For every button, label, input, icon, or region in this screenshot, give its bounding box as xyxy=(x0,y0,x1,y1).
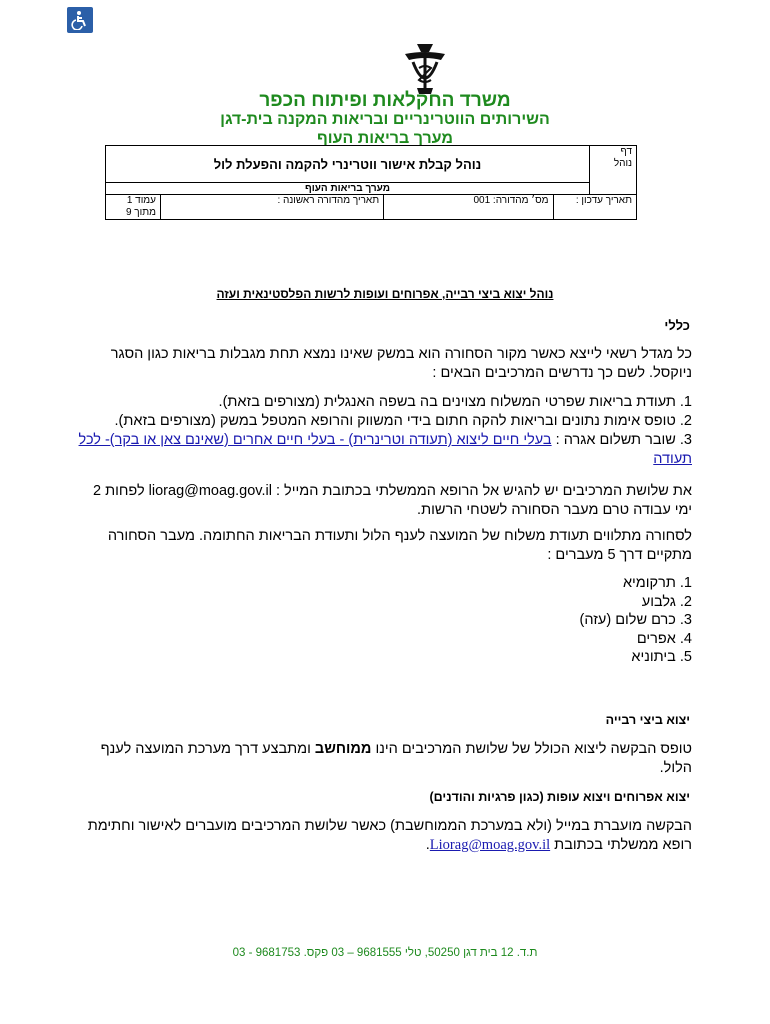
chicks-heading: יצוא אפרוחים ויצוא עופות (כגון פרגיות והודנים) xyxy=(429,790,690,804)
procedure-subtitle: מערך בריאות העוף xyxy=(106,183,590,195)
crossing-paragraph: לסחורה מתלווים תעודת משלוח של המועצה לענף הלול ותעודת הבריאות החתומה. מעבר הסחורה מתקיים דרך 5 מעברים : xyxy=(107,528,692,563)
crossing-item: 4. אפרים xyxy=(636,630,692,647)
chicks-text-end: . xyxy=(425,837,430,853)
eggs-text: טופס הבקשה ליצוא הכולל של שלושת המרכיבים הינו xyxy=(371,741,692,757)
procedure-label: נוהל xyxy=(613,158,632,169)
crossing-item: 5. ביתוניא xyxy=(631,649,692,665)
eggs-paragraph xyxy=(76,740,692,778)
page-label: דף xyxy=(620,146,632,157)
crossing-item: 1. תרקומיא xyxy=(622,575,692,591)
chicks-paragraph xyxy=(76,817,692,855)
crossing-item: 3. כרם שלום (עזה) xyxy=(579,612,692,628)
chicks-text: הבקשה מועברת במייל (ולא במערכת הממוחשבת) כאשר שלושת המרכיבים מועברים לאישור וחתימת רופא ממשלתי בכתובת xyxy=(87,818,692,853)
general-heading: כללי xyxy=(664,318,690,333)
section-title: נוהל יצוא ביצי רבייה, אפרוחים ועופות לרשות הפלסטינאית ועזה xyxy=(216,287,554,301)
first-edition-date-cell: תאריך מהדורה ראשונה : xyxy=(161,195,384,220)
page-total: מתוך 9 xyxy=(125,207,156,218)
email-link[interactable]: Liorag@moag.gov.il xyxy=(429,837,551,853)
requirements-list xyxy=(76,393,692,469)
eggs-heading: יצוא ביצי רבייה xyxy=(605,713,690,727)
general-paragraph: כל מגדל רשאי לייצא כאשר מקור הסחורה הוא במשק שאינו נמצא תחת מגבלות בריאות כגון הסגר ניוקסל. לשם כך נדרשים המרכיבים הבאים : xyxy=(110,346,692,381)
eggs-text-bold: ממוחשב xyxy=(314,741,372,757)
page-number-cell xyxy=(106,195,161,220)
requirement-item-3-text: 3. שובר תשלום אגרה : xyxy=(551,432,692,448)
fee-voucher-link[interactable]: בעלי חיים ליצוא (תעודה וטרינרית) - בעלי חיים אחרים (שאינם צאן או בקר)- לכל תעודה xyxy=(78,432,692,467)
version-number-cell: מס׳ מהדורה: 001 xyxy=(384,195,553,220)
services-title: השירותים הווטרינריים ובריאות המקנה בית-דגן xyxy=(220,111,550,128)
requirement-item-2: 2. טופס אימות נתונים ובריאות להקה חתום בידי המשווק והרופא המטפל במשק (מצורפים בזאת). xyxy=(114,413,692,429)
crossing-item: 2. גלבוע xyxy=(641,593,692,610)
department-title: מערך בריאות העוף xyxy=(316,130,454,147)
submission-paragraph: את שלושת המרכיבים יש להגיש אל הרופא הממשלתי בכתובת המייל : liorag@moag.gov.il לפחות 2 ימי עבודה טרם מעבר הסחורה לשטחי הרשות. xyxy=(92,483,692,518)
crossings-list xyxy=(76,574,692,667)
procedure-title: נוהל קבלת אישור ווטרינרי להקמה והפעלת לול xyxy=(106,146,590,183)
ministry-title: משרד החקלאות ופיתוח הכפר xyxy=(259,90,511,111)
page-number: עמוד 1 xyxy=(126,195,156,206)
page-label-cell xyxy=(590,146,637,195)
update-date-cell: תאריך עדכון : xyxy=(553,195,637,220)
footer-contact: ת.ד. 12 בית דגן 50250, טלי 9681555 – 03 פקס. 9681753 - 03 xyxy=(232,947,538,959)
requirement-item-1: 1. תעודת בריאות שפרטי המשלוח מצוינים בה בשפה האנגלית (מצורפים בזאת). xyxy=(218,394,692,410)
accessibility-icon[interactable] xyxy=(67,7,93,33)
requirement-item-3 xyxy=(76,431,692,469)
eggs-text-end: ומתבצע דרך מערכת המועצה לענף הלול. xyxy=(100,741,692,776)
document-header-table xyxy=(105,145,637,220)
